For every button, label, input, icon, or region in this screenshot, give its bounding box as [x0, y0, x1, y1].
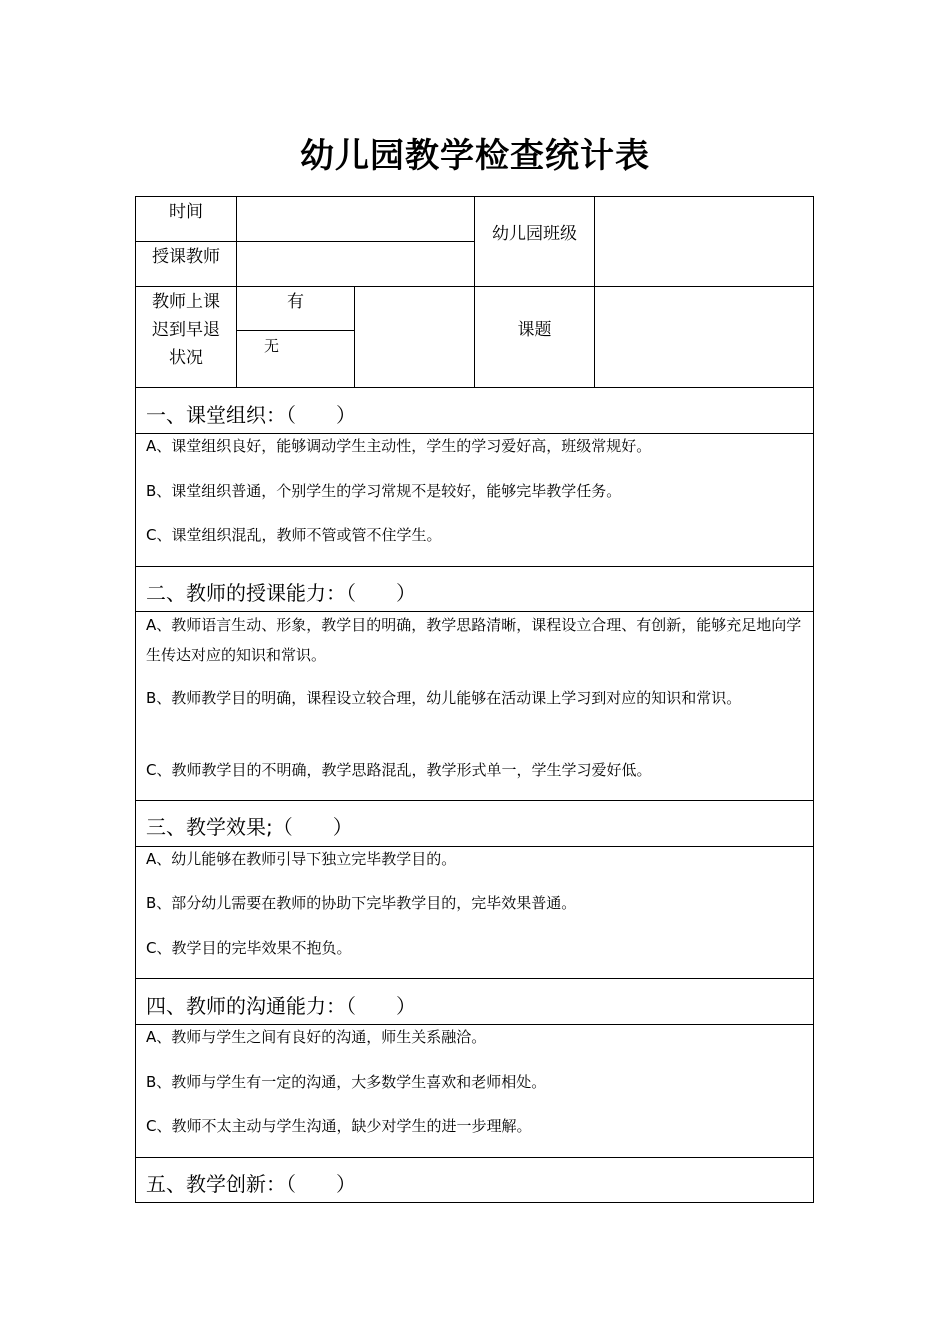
option-communication-a: A、教师与学生之间有良好的沟通，师生关系融洽。 — [146, 1028, 487, 1046]
time-label: 时间 — [169, 202, 203, 222]
option-effect-b: B、部分幼儿需要在教师的协助下完毕教学目的，完毕效果普通。 — [146, 894, 577, 912]
class-field[interactable] — [595, 197, 813, 286]
topic-label: 课题 — [517, 320, 552, 340]
teacher-label: 授课教师 — [152, 247, 220, 267]
yes-label: 有 — [287, 292, 304, 312]
section-title-innovation: 五、教学创新：（ ） — [146, 1172, 356, 1196]
section-title-communication: 四、教师的沟通能力：（ ） — [146, 994, 416, 1018]
option-effect-a: A、幼儿能够在教师引导下独立完毕教学目的。 — [146, 850, 457, 868]
option-organization-b: B、课堂组织普通，个别学生的学习常规不是较好，能够完毕教学任务。 — [146, 482, 622, 500]
option-communication-b: B、教师与学生有一定的沟通，大多数学生喜欢和老师相处。 — [146, 1073, 547, 1091]
page-title: 幼儿园教学检查统计表 — [300, 136, 650, 176]
topic-field[interactable] — [595, 287, 813, 387]
section-title-effect: 三、教学效果;（ ） — [146, 815, 353, 839]
time-field[interactable] — [237, 197, 474, 241]
late-label-line2: 迟到早退 — [152, 320, 220, 340]
class-label: 幼儿园班级 — [492, 224, 577, 244]
section-title-teaching-ability: 二、教师的授课能力：（ ） — [146, 581, 416, 605]
option-teaching-ability-b: B、教师教学目的明确，课程设立较合理，幼儿能够在活动课上学习到对应的知识和常识。 — [146, 689, 742, 707]
option-communication-c: C、教师不太主动与学生沟通，缺少对学生的进一步理解。 — [146, 1117, 532, 1135]
late-label-line3: 状况 — [169, 348, 203, 368]
late-label-line1: 教师上课 — [152, 292, 220, 312]
option-organization-c: C、课堂组织混乱，教师不管或管不住学生。 — [146, 526, 442, 544]
section-title-organization: 一、课堂组织：（ ） — [146, 403, 356, 427]
no-label: 无 — [264, 337, 280, 355]
teacher-field[interactable] — [237, 242, 474, 286]
option-effect-c: C、教学目的完毕效果不抱负。 — [146, 939, 352, 957]
option-teaching-ability-c: C、教师教学目的不明确，教学思路混乱，教学形式单一，学生学习爱好低。 — [146, 761, 652, 779]
late-status-field[interactable] — [355, 287, 474, 387]
option-teaching-ability-a: A、教师语言生动、形象，教学目的明确，教学思路清晰，课程设立合理、有创新，能够充足地向学生传达对应的知识和常识。 — [146, 616, 802, 664]
option-organization-a: A、课堂组织良好，能够调动学生主动性，学生的学习爱好高，班级常规好。 — [146, 437, 652, 455]
